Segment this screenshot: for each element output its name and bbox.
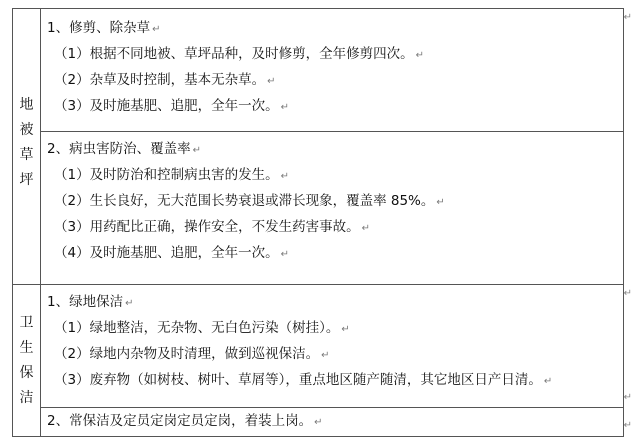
content-cell	[41, 132, 624, 285]
category-label	[13, 285, 40, 411]
table-row	[13, 285, 624, 408]
category-char: 生	[19, 340, 34, 356]
block-heading: 2、病虫害防治、覆盖率 ↵	[47, 141, 201, 157]
maintenance-standards-table	[12, 8, 624, 437]
row-end-mark: ↵	[623, 420, 632, 431]
category-char: 卫	[19, 315, 34, 331]
category-char: 草	[19, 147, 34, 163]
block-heading: 1、绿地保洁 ↵	[47, 294, 134, 310]
category-char: 洁	[19, 390, 34, 406]
table-row	[13, 408, 624, 437]
category-label	[13, 9, 40, 193]
content-cell	[41, 9, 624, 132]
category-char: 被	[19, 122, 34, 138]
list-item: （3）废弃物（如树枝、树叶、草屑等），重点地区随产随清，其它地区日产日清。 ↵	[54, 372, 553, 388]
table-row	[13, 9, 624, 132]
block-heading: 1、修剪、除杂草 ↵	[47, 20, 161, 36]
table-row	[13, 132, 624, 285]
list-item: （4）及时施基肥、追肥，全年一次。 ↵	[54, 245, 289, 261]
category-cell-ground-cover	[13, 9, 41, 285]
list-item: （3）用药配比正确，操作安全，不发生药害事故。 ↵	[54, 219, 370, 235]
category-char: 坪	[19, 172, 34, 188]
block-heading: 2、常保洁及定员定岗定员定岗，着装上岗。 ↵	[47, 413, 323, 429]
content-cell	[41, 408, 624, 437]
list-item: （1）根据不同地被、草坪品种，及时修剪，全年修剪四次。 ↵	[54, 46, 424, 62]
row-end-mark: ↵	[623, 12, 632, 23]
list-item: （2）杂草及时控制，基本无杂草。 ↵	[54, 72, 276, 88]
row-end-mark: ↵	[623, 392, 632, 403]
list-item: （2）生长良好，无大范围长势衰退或滞长现象，覆盖率 85%。 ↵	[54, 193, 445, 209]
list-item: （3）及时施基肥、追肥，全年一次。 ↵	[54, 98, 289, 114]
category-char: 保	[19, 365, 34, 381]
category-cell-sanitation	[13, 285, 41, 437]
list-item: （1）及时防治和控制病虫害的发生。 ↵	[54, 167, 289, 183]
row-end-mark: ↵	[623, 288, 632, 299]
content-cell	[41, 285, 624, 408]
list-item: （1）绿地整洁，无杂物、无白色污染（树挂）。 ↵	[54, 320, 350, 336]
list-item: （2）绿地内杂物及时清理，做到巡视保洁。 ↵	[54, 346, 330, 362]
category-char: 地	[19, 97, 34, 113]
